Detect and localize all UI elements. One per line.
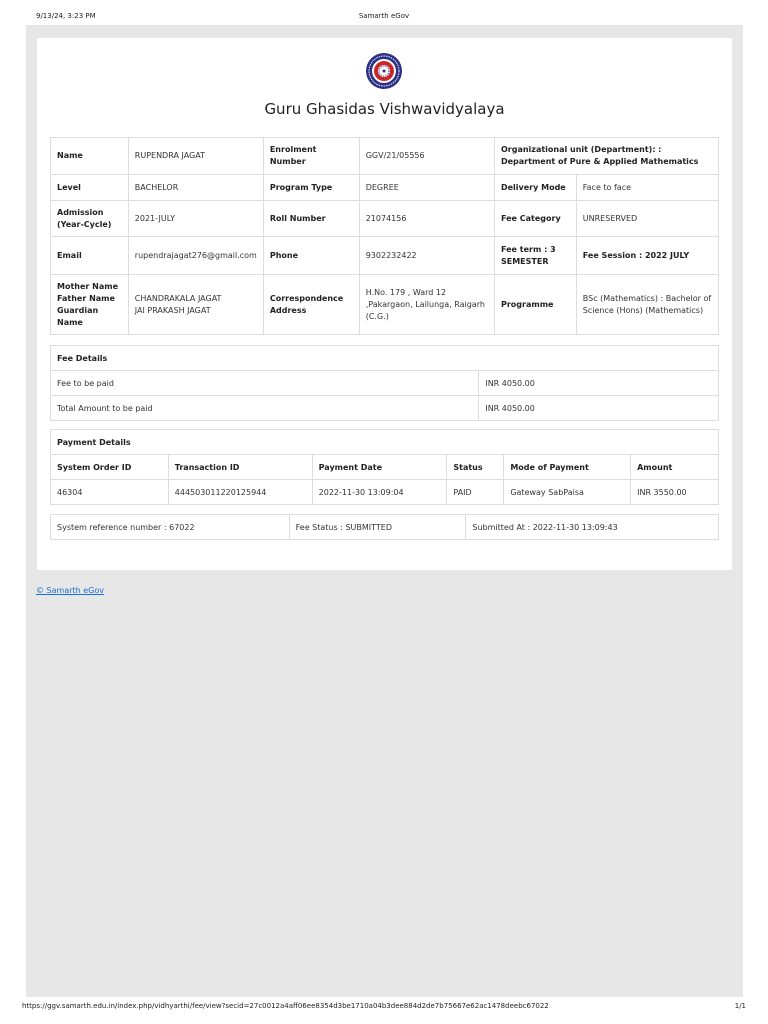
parents-label-line: Name — [57, 317, 83, 327]
payment-date-cell: 2022-11-30 13:09:04 — [312, 480, 447, 505]
parents-value — [128, 275, 263, 335]
parents-label-line: Father Name — [57, 293, 115, 303]
roll-value: 21074156 — [359, 201, 494, 237]
admission-label — [51, 201, 129, 237]
fee-session-label: Fee Session : 2022 JULY — [576, 237, 718, 275]
address-line: (C.G.) — [365, 311, 389, 321]
admission-value: 2021-JULY — [128, 201, 263, 237]
delivery-mode-value: Face to face — [576, 175, 718, 201]
name-value: RUPENDRA JAGAT — [128, 138, 263, 175]
submitted-at: Submitted At : 2022-11-30 13:09:43 — [466, 515, 719, 540]
org-unit-cell — [494, 138, 718, 175]
enrolment-label: Enrolment Number — [263, 138, 359, 175]
org-unit-label: Organizational unit (Department): — [500, 145, 656, 154]
level-label: Level — [51, 175, 129, 201]
org-unit-value: : Department of Pure & Applied Mathematics — [500, 145, 699, 166]
fee-term-line: Fee term : 3 — [500, 244, 556, 254]
roll-label: Roll Number — [263, 201, 359, 237]
name-label: Name — [51, 138, 129, 175]
column-header: Transaction ID — [168, 455, 312, 480]
parents-label-line: Mother Name — [57, 281, 118, 291]
table-row — [51, 480, 719, 505]
program-type-label: Program Type — [263, 175, 359, 201]
print-url: https://ggv.samarth.edu.in/index.php/vidhyarthi/fee/view?secid=27c0012a4aff06ee8354d3be1710a04b3dee884d2de7b75667e62ac1478deebc67022 — [22, 1002, 549, 1010]
fee-row-label: Total Amount to be paid — [51, 396, 479, 421]
table-row — [51, 396, 719, 421]
university-emblem-icon — [363, 52, 405, 90]
column-header: Amount — [631, 455, 719, 480]
fee-term-line: SEMESTER — [500, 256, 549, 266]
column-header: Mode of Payment — [504, 455, 631, 480]
address-line: ,Pakargaon, Lailunga, Raigarh — [365, 299, 485, 309]
payment-details-table — [50, 429, 719, 505]
address-value — [359, 275, 494, 335]
parents-label — [51, 275, 129, 335]
samarth-egov-link[interactable]: © Samarth eGov — [36, 586, 105, 595]
level-value: BACHELOR — [128, 175, 263, 201]
reference-table — [50, 514, 719, 540]
table-row — [51, 371, 719, 396]
mother-name: CHANDRAKALA JAGAT — [134, 293, 222, 303]
programme-line: BSc (Mathematics) : Bachelor of — [582, 293, 712, 303]
program-type-value: DEGREE — [359, 175, 494, 201]
print-page-number: 1/1 — [734, 1002, 746, 1010]
print-title: Samarth eGov — [358, 12, 410, 20]
address-label-line: Address — [269, 305, 307, 315]
parents-label-line: Guardian — [57, 305, 99, 315]
student-info-table — [50, 137, 719, 335]
status-cell: PAID — [447, 480, 504, 505]
fee-category-value: UNRESERVED — [576, 201, 718, 237]
print-date: 9/13/24, 3:23 PM — [36, 12, 96, 20]
fee-details-heading: Fee Details — [51, 346, 719, 371]
fee-row-value: INR 4050.00 — [479, 396, 719, 421]
order-id-cell: 46304 — [51, 480, 169, 505]
column-header: Status — [447, 455, 504, 480]
admission-label-line: Admission — [57, 207, 104, 217]
transaction-id-cell: 444503011220125944 — [168, 480, 312, 505]
delivery-mode-label: Delivery Mode — [494, 175, 576, 201]
email-value: rupendrajagat276@gmail.com — [128, 237, 263, 275]
address-line: H.No. 179 , Ward 12 — [365, 287, 447, 297]
father-name: JAI PRAKASH JAGAT — [134, 305, 211, 315]
fee-category-label: Fee Category — [494, 201, 576, 237]
fee-details-table — [50, 345, 719, 421]
column-header: Payment Date — [312, 455, 447, 480]
column-header: System Order ID — [51, 455, 169, 480]
programme-line: Science (Hons) (Mathematics) — [582, 305, 704, 315]
address-label — [263, 275, 359, 335]
university-name: Guru Ghasidas Vishwavidyalaya — [264, 100, 505, 118]
fee-row-value: INR 4050.00 — [479, 371, 719, 396]
fee-row-label: Fee to be paid — [51, 371, 479, 396]
programme-value — [576, 275, 718, 335]
fee-term-label — [494, 237, 576, 275]
amount-cell: INR 3550.00 — [631, 480, 719, 505]
enrolment-value: GGV/21/05556 — [359, 138, 494, 175]
fee-status: Fee Status : SUBMITTED — [289, 515, 466, 540]
table-header-row — [51, 455, 719, 480]
print-header — [0, 12, 768, 24]
phone-value: 9302232422 — [359, 237, 494, 275]
phone-label: Phone — [263, 237, 359, 275]
email-label: Email — [51, 237, 129, 275]
admission-label-line: (Year-Cycle) — [57, 219, 112, 229]
address-label-line: Correspondence — [269, 293, 344, 303]
payment-details-heading: Payment Details — [51, 430, 719, 455]
payment-mode-cell: Gateway SabPaisa — [504, 480, 631, 505]
programme-label: Programme — [494, 275, 576, 335]
system-reference: System reference number : 67022 — [51, 515, 290, 540]
